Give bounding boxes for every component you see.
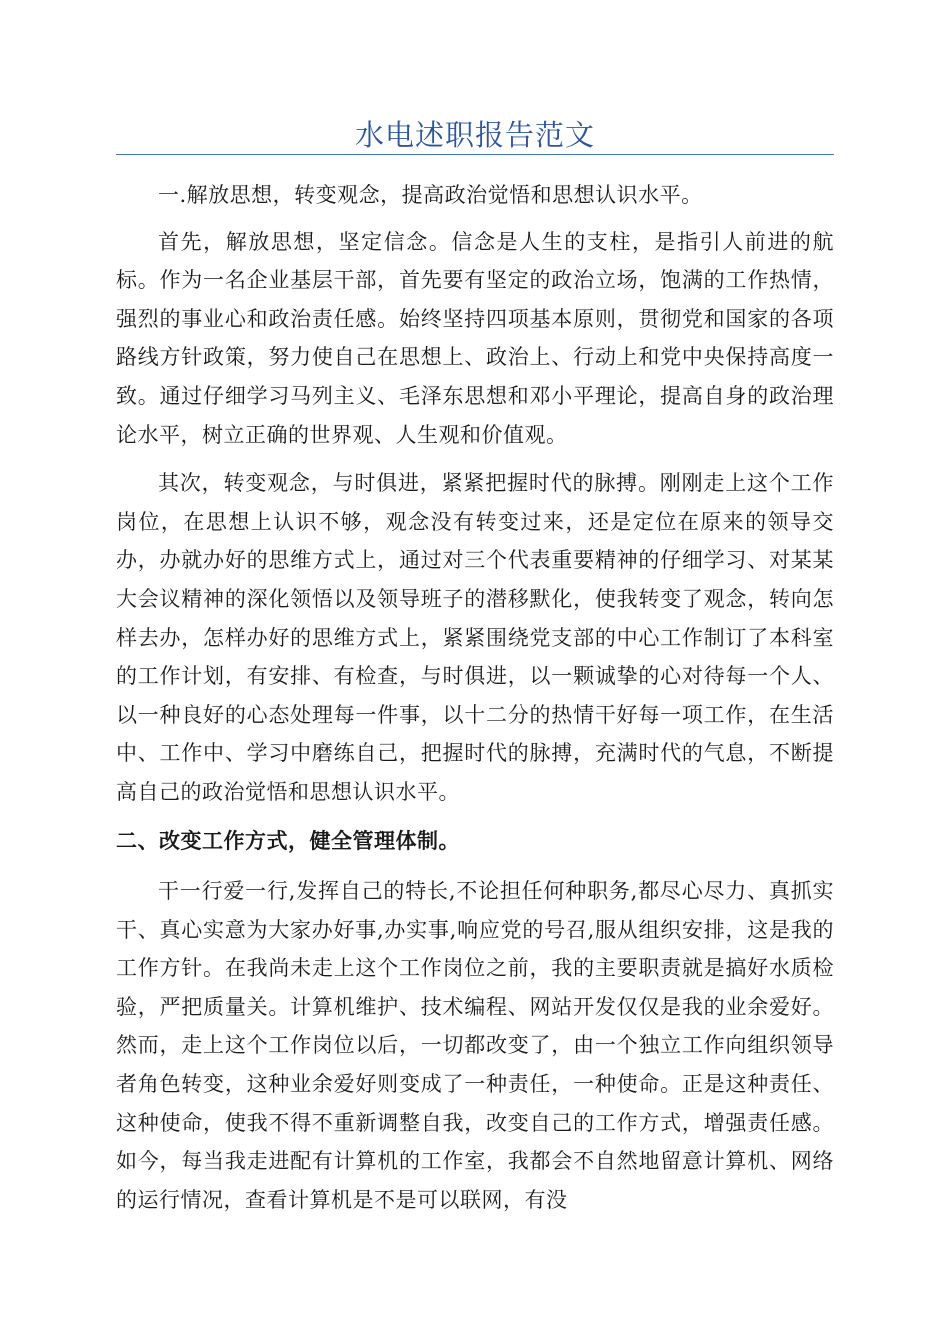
document-body (116, 176, 834, 1229)
body-paragraph: 其次，转变观念，与时俱进，紧紧把握时代的脉搏。刚刚走上这个工作岗位，在思想上认识不够，观念没有转变过来，还是定位在原来的领导交办，办就办好的思维方式上，通过对三个代表重要精神的仔细学习、对某某大会议精神的深化领悟以及领导班子的潜移默化，使我转变了观念，转向怎样去办，怎样办好的思维方式上，紧紧围绕党支部的中心工作制订了本科室的工作计划，有安排、有检查，与时俱进，以一颗诚挚的心对待每一个人、以一种良好的心态处理每一件事，以十二分的热情干好每一项工作，在生活中、工作中、学习中磨练自己，把握时代的脉搏，充满时代的气息，不断提高自己的政治觉悟和思想认识水平。 (116, 471, 834, 804)
section-1-heading-paragraph: 一.解放思想，转变观念，提高政治觉悟和思想认识水平。 (158, 183, 703, 207)
title-underline (116, 154, 834, 155)
body-paragraph: 首先，解放思想，坚定信念。信念是人生的支柱，是指引人前进的航标。作为一名企业基层干部，首先要有坚定的政治立场，饱满的工作热情，强烈的事业心和政治责任感。始终坚持四项基本原则，贯彻党和国家的各项路线方针政策，努力使自己在思想上、政治上、行动上和党中央保持高度一致。通过仔细学习马列主义、毛泽东思想和邓小平理论，提高自身的政治理论水平，树立正确的世界观、人生观和价值观。 (116, 229, 834, 447)
document-title: 水电述职报告范文 (354, 118, 595, 152)
section-2-heading: 二、改变工作方式，健全管理体制。 (116, 827, 460, 853)
body-paragraph: 干一行爱一行,发挥自己的特长,不论担任何种职务,都尽心尽力、真抓实干、真心实意为大家办好事,办实事,响应党的号召,服从组织安排，这是我的工作方针。在我尚未走上这个工作岗位之前，我的主要职责就是搞好水质检验，严把质量关。计算机维护、技术编程、网站开发仅仅是我的业余爱好。然而，走上这个工作岗位以后，一切都改变了，由一个独立工作向组织领导者角色转变，这种业余爱好则变成了一种责任，一种使命。正是这种责任、这种使命，使我不得不重新调整自我，改变自己的工作方式，增强责任感。如今，每当我走进配有计算机的工作室，我都会不自然地留意计算机、网络的运行情况，查看计算机是不是可以联网，有没 (116, 879, 834, 1212)
